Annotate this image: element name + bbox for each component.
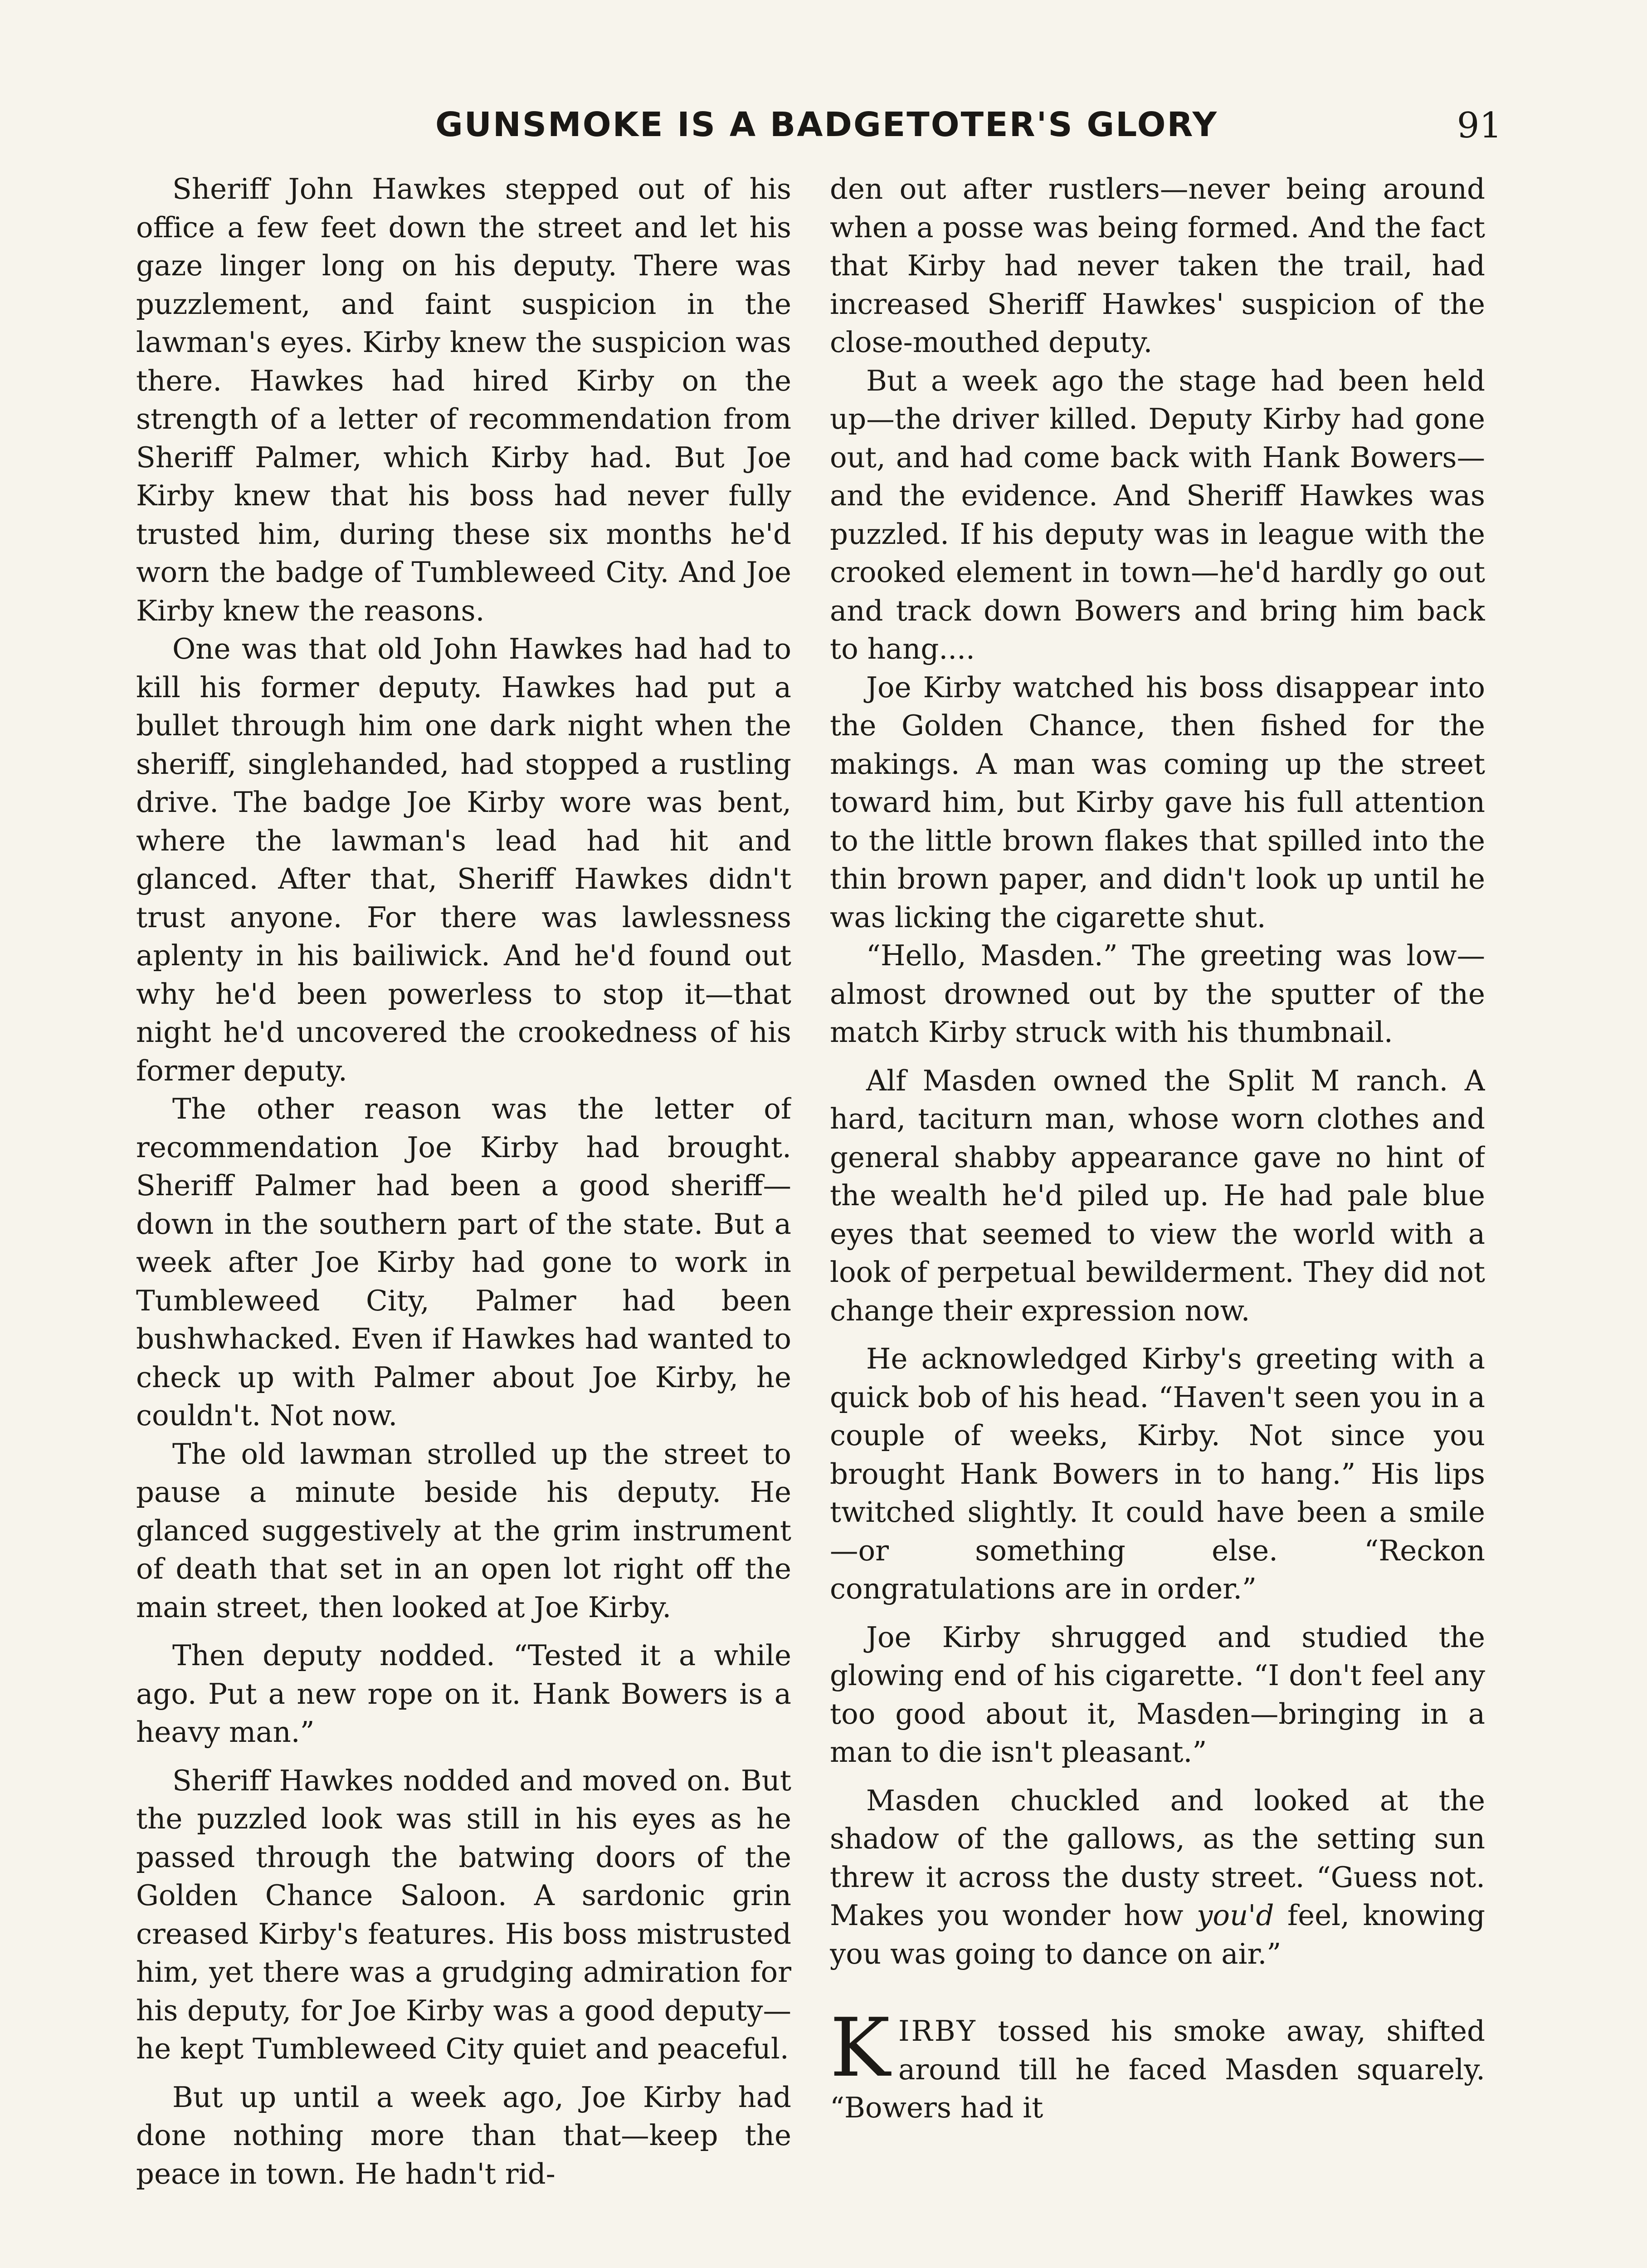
paragraph: Joe Kirby watched his boss disappear into the Golden Chance, then fished for the makings. A man was coming up the street toward him, but Kirby gave his full attention to the little brown flakes that spilled into the thin brown paper, and didn't look up until he was licking the cigarette shut. xyxy=(830,670,1485,934)
section-opening-paragraph xyxy=(830,2001,1485,2127)
paragraph-text: feel, knowing you was going to dance on air.” xyxy=(830,1899,1485,1970)
paragraph xyxy=(830,1782,1485,1974)
page-number: 91 xyxy=(1457,105,1502,146)
paragraph: He acknowledged Kirby's greeting with a quick bob of his head. “Haven't seen you in a couple of weeks, Kirby. Not since you brought Hank Bowers in to hang.” His lips twitched slightly. It could have been a smile—or something else. “Reckon congratulations are in order.” xyxy=(830,1342,1485,1605)
paragraph: One was that old John Hawkes had had to kill his former deputy. Hawkes had put a bullet through him one dark night when the sheriff, singlehanded, had stopped a rustling drive. The badge Joe Kirby wore was bent, where the lawman's lead had hit and glanced. After that, Sheriff Hawkes didn't trust anyone. For there was lawlessness aplenty in his bailiwick. And he'd found out why he'd been powerless to stop it—that night he'd uncovered the crookedness of his former deputy. xyxy=(136,632,791,1087)
right-column xyxy=(830,170,1485,2268)
paragraph: The other reason was the letter of recommendation Joe Kirby had brought. Sheriff Palmer had been a good sheriff—down in the southern part of the state. But a week after Joe Kirby had gone to work in Tumbleweed City, Palmer had been bushwhacked. Even if Hawkes had wanted to check up with Palmer about Joe Kirby, he couldn't. Not now. xyxy=(136,1092,791,1432)
small-caps-word: IRBY xyxy=(898,2014,977,2048)
paragraph: The old lawman strolled up the street to pause a minute beside his deputy. He glanced suggestively at the grim instrument of death that set in an open lot right off the main street, then looked at Joe Kirby. xyxy=(136,1437,791,1624)
paragraph: Alf Masden owned the Split M ranch. A hard, taciturn man, whose worn clothes and general shabby appearance gave no hint of the wealth he'd piled up. He had pale blue eyes that seemed to view the world with a look of perpetual bewilderment. They did not change their expression now. xyxy=(830,1064,1485,1327)
paragraph: Sheriff John Hawkes stepped out of his office a few feet down the street and let his gaze linger long on his deputy. There was puzzlement, and faint suspicion in the lawman's eyes. Kirby knew the suspicion was there. Hawkes had hired Kirby on the strength of a letter of recommendation from Sheriff Palmer, which Kirby had. But Joe Kirby knew that his boss had never fully trusted him, during these six months he'd worn the badge of Tumbleweed City. And Joe Kirby knew the reasons. xyxy=(136,172,791,627)
paragraph: Joe Kirby shrugged and studied the glowing end of his cigarette. “I don't feel any too good about it, Masden—bringing in a man to die isn't pleasant.” xyxy=(830,1620,1485,1769)
paragraph: den out after rustlers—never being around when a posse was being formed. And the fact that Kirby had never taken the trail, had increased Sheriff Hawkes' suspicion of the close-mouthed deputy. xyxy=(830,172,1485,359)
paragraph: Sheriff Hawkes nodded and moved on. But the puzzled look was still in his eyes as he passed through the batwing doors of the Golden Chance Saloon. A sardonic grin creased Kirby's features. His boss mistrusted him, yet there was a grudging admiration for his deputy, for Joe Kirby was a good deputy—he kept Tumbleweed City quiet and peaceful. xyxy=(136,1764,791,2065)
drop-cap: K xyxy=(830,2001,890,2095)
paragraph-text: tossed his smoke away, shifted around till he faced Masden squarely. “Bowers had it xyxy=(830,2014,1485,2124)
paragraph: Then deputy nodded. “Tested it a while ago. Put a new rope on it. Hank Bowers is a heavy man.” xyxy=(136,1639,791,1749)
running-head xyxy=(136,105,1502,155)
paragraph: But up until a week ago, Joe Kirby had done nothing more than that—keep the peace in town. He hadn't rid- xyxy=(136,2080,791,2190)
paragraph: “Hello, Masden.” The greeting was low—almost drowned out by the sputter of the match Kirby struck with his thumbnail. xyxy=(830,939,1485,1049)
italic-word: you'd xyxy=(1197,1899,1274,1932)
paragraph: But a week ago the stage had been held up—the driver killed. Deputy Kirby had gone out, and had come back with Hank Bowers—and the evidence. And Sheriff Hawkes was puzzled. If his deputy was in league with the crooked element in town—he'd hardly go out and track down Bowers and bring him back to hang.... xyxy=(830,364,1485,665)
paragraph-text: Masden chuckled and looked at the shadow of the gallows, as the setting sun threw it across the dusty street. “Guess not. Makes you wonder how xyxy=(830,1784,1485,1932)
left-column xyxy=(136,170,791,2268)
running-title: GUNSMOKE IS A BADGETOTER'S GLORY xyxy=(435,105,1218,144)
